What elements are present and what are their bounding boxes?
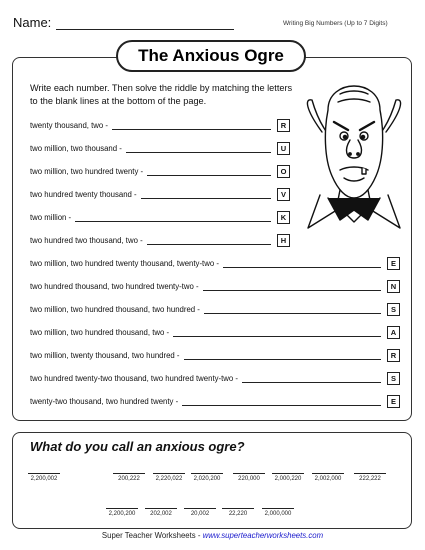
footer-link[interactable]: www.superteacherworksheets.com <box>202 531 324 540</box>
blank-number: 202,002 <box>150 511 172 517</box>
letter-box: S <box>387 372 400 385</box>
letter-box: R <box>277 119 290 132</box>
blank-line[interactable] <box>113 465 145 474</box>
answer-line[interactable] <box>126 144 271 153</box>
riddle-blank[interactable] <box>28 465 60 482</box>
answer-line[interactable] <box>173 328 381 337</box>
blank-number: 200,222 <box>118 476 140 482</box>
letter-box: E <box>387 257 400 270</box>
answer-line[interactable] <box>141 190 271 199</box>
letter-box: U <box>277 142 290 155</box>
answer-line[interactable] <box>184 351 381 360</box>
riddle-blank[interactable] <box>262 500 294 517</box>
instructions: Write each number. Then solve the riddle by matching the letters to the blank lines at the bottom of the page. <box>30 83 293 106</box>
blank-number: 22,220 <box>228 511 248 517</box>
letter-box: R <box>387 349 400 362</box>
riddle-blank[interactable] <box>113 465 145 482</box>
riddle-blank[interactable] <box>354 465 386 482</box>
answer-line[interactable] <box>182 397 381 406</box>
riddle-blank[interactable] <box>272 465 304 482</box>
riddle-blank[interactable] <box>222 500 254 517</box>
blank-line[interactable] <box>153 465 185 474</box>
blank-line[interactable] <box>233 465 265 474</box>
question-text: two million, two hundred twenty - <box>30 166 144 176</box>
letter-box: H <box>277 234 290 247</box>
riddle-blank[interactable] <box>106 500 138 517</box>
blank-line[interactable] <box>106 500 138 509</box>
name-label: Name: <box>13 15 52 30</box>
question-text: two hundred twenty thousand - <box>30 189 137 199</box>
riddle-blank[interactable] <box>233 465 265 482</box>
answer-line[interactable] <box>147 236 271 245</box>
letter-box: E <box>387 395 400 408</box>
question-row <box>30 187 290 201</box>
blank-number: 20,002 <box>190 511 210 517</box>
riddle-blank[interactable] <box>153 465 185 482</box>
question-row <box>30 233 290 247</box>
question-text: two million, two hundred twenty thousand, twenty-two - <box>30 258 219 268</box>
question-row <box>30 325 400 339</box>
letter-box: O <box>277 165 290 178</box>
name-field-line[interactable] <box>56 29 234 30</box>
letter-box: S <box>387 303 400 316</box>
blank-number: 2,000,000 <box>264 511 292 517</box>
footer-text: Super Teacher Worksheets - <box>101 531 203 540</box>
riddle-blank[interactable] <box>145 500 177 517</box>
answer-line[interactable] <box>75 213 271 222</box>
blank-line[interactable] <box>272 465 304 474</box>
blank-line[interactable] <box>222 500 254 509</box>
blank-line[interactable] <box>312 465 344 474</box>
answer-line[interactable] <box>242 374 381 383</box>
letter-box: V <box>277 188 290 201</box>
question-text: two million, two hundred thousand, two - <box>30 327 170 337</box>
question-text: two hundred thousand, two hundred twenty-two - <box>30 281 199 291</box>
answer-line[interactable] <box>203 282 381 291</box>
question-row <box>30 348 400 362</box>
question-row <box>30 164 290 178</box>
question-row <box>30 210 290 224</box>
question-text: two hundred two thousand, two - <box>30 235 143 245</box>
question-row <box>30 394 400 408</box>
blank-number: 2,200,002 <box>30 476 58 482</box>
question-row <box>30 141 290 155</box>
blank-line[interactable] <box>145 500 177 509</box>
question-text: two million, two thousand - <box>30 143 122 153</box>
blank-line[interactable] <box>28 465 60 474</box>
blank-number: 2,020,200 <box>193 476 221 482</box>
answer-line[interactable] <box>112 121 271 130</box>
blank-number: 222,222 <box>359 476 381 482</box>
footer <box>0 531 425 540</box>
answer-line[interactable] <box>204 305 381 314</box>
blank-number: 2,000,220 <box>274 476 302 482</box>
question-row <box>30 118 290 132</box>
blank-line[interactable] <box>184 500 216 509</box>
worksheet-title: The Anxious Ogre <box>116 40 306 72</box>
blank-line[interactable] <box>354 465 386 474</box>
worksheet-subtitle: Writing Big Numbers (Up to 7 Digits) <box>283 20 388 27</box>
letter-box: A <box>387 326 400 339</box>
blank-number: 2,002,000 <box>314 476 342 482</box>
question-text: twenty thousand, two - <box>30 120 109 130</box>
question-row <box>30 256 400 270</box>
ogre-illustration <box>300 70 408 230</box>
question-text: two hundred twenty-two thousand, two hundred twenty-two - <box>30 373 239 383</box>
blank-number: 2,200,200 <box>108 511 136 517</box>
answer-line[interactable] <box>147 167 271 176</box>
question-text: twenty-two thousand, two hundred twenty - <box>30 396 179 406</box>
riddle-blank[interactable] <box>184 500 216 517</box>
question-row <box>30 302 400 316</box>
question-text: two million, two hundred thousand, two hundred - <box>30 304 200 314</box>
blank-number: 220,000 <box>238 476 260 482</box>
blank-line[interactable] <box>191 465 223 474</box>
riddle-blank[interactable] <box>312 465 344 482</box>
letter-box: N <box>387 280 400 293</box>
answer-line[interactable] <box>223 259 381 268</box>
question-text: two million, twenty thousand, two hundred - <box>30 350 180 360</box>
blank-line[interactable] <box>262 500 294 509</box>
letter-box: K <box>277 211 290 224</box>
question-text: two million - <box>30 212 72 222</box>
blank-number: 2,220,022 <box>155 476 183 482</box>
riddle-question: What do you call an anxious ogre? <box>30 439 245 454</box>
question-row <box>30 371 400 385</box>
question-row <box>30 279 400 293</box>
riddle-blank[interactable] <box>191 465 223 482</box>
